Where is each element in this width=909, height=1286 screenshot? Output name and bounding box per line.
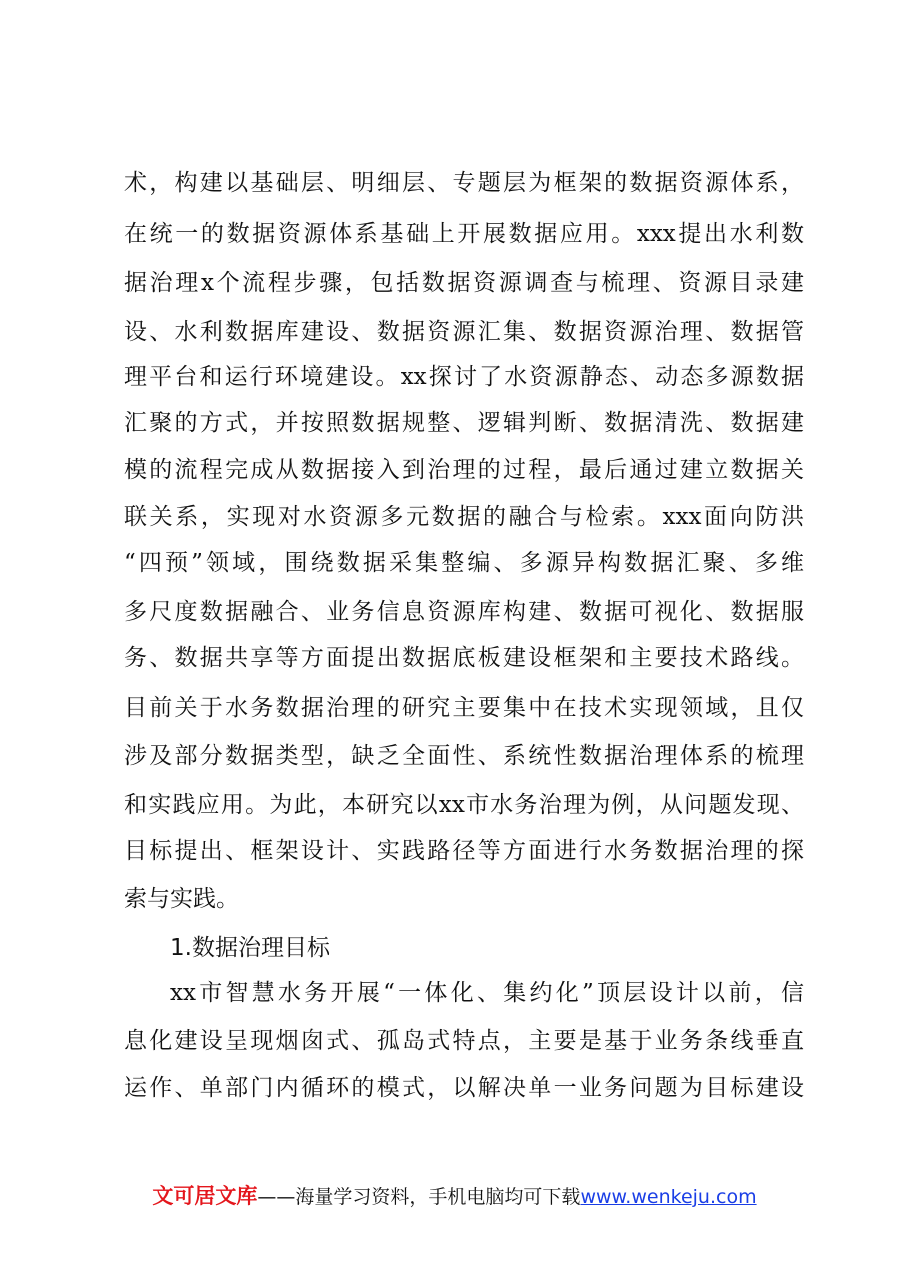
section-line: xx市智慧水务开展“一体化、集约化”顶层设计以前，信 (170, 980, 804, 1006)
body-line: 汇聚的方式，并按照数据规整、逻辑判断、数据清洗、数据建 (124, 410, 804, 436)
body-line: 在统一的数据资源体系基础上开展数据应用。xxx提出水利数 (124, 221, 804, 247)
body-line: 据治理x个流程步骤，包括数据资源调查与梳理、资源目录建 (124, 270, 804, 296)
body-line: 理平台和运行环境建设。xx探讨了水资源静态、动态多源数据 (124, 364, 804, 390)
body-line: 涉及部分数据类型，缺乏全面性、系统性数据治理体系的梳理 (124, 743, 804, 769)
body-line: 目前关于水务数据治理的研究主要集中在技术实现领域，且仅 (124, 695, 804, 721)
footer-banner (0, 1180, 909, 1213)
footer-brand: 文可居文库 (152, 1184, 258, 1208)
section-heading: 1.数据治理目标 (170, 935, 330, 961)
body-line: 务、数据共享等方面提出数据底板建设框架和主要技术路线。 (124, 645, 804, 671)
body-line: 术，构建以基础层、明细层、专题层为框架的数据资源体系， (124, 170, 804, 196)
section-line: 息化建设呈现烟囱式、孤岛式特点，主要是基于业务条线垂直 (124, 1028, 804, 1054)
body-line: 模的流程完成从数据接入到治理的过程，最后通过建立数据关 (124, 457, 804, 483)
body-line: 索与实践。 (124, 886, 239, 912)
body-line: 和实践应用。为此，本研究以xx市水务治理为例，从问题发现、 (124, 792, 804, 818)
body-line: 联关系，实现对水资源多元数据的融合与检索。xxx面向防洪 (124, 504, 804, 530)
section-line: 运作、单部门内循环的模式，以解决单一业务问题为目标建设 (124, 1075, 804, 1101)
body-line: 目标提出、框架设计、实践路径等方面进行水务数据治理的探 (124, 838, 804, 864)
footer-tagline: ——海量学习资料，手机电脑均可下载 (257, 1186, 581, 1208)
body-line: 设、水利数据库建设、数据资源汇集、数据资源治理、数据管 (124, 319, 804, 345)
footer-link[interactable]: www.wenkeju.com (580, 1186, 757, 1208)
body-line: 多尺度数据融合、业务信息资源库构建、数据可视化、数据服 (124, 599, 804, 625)
body-line: “四预”领域，围绕数据采集整编、多源异构数据汇聚、多维 (124, 550, 804, 576)
